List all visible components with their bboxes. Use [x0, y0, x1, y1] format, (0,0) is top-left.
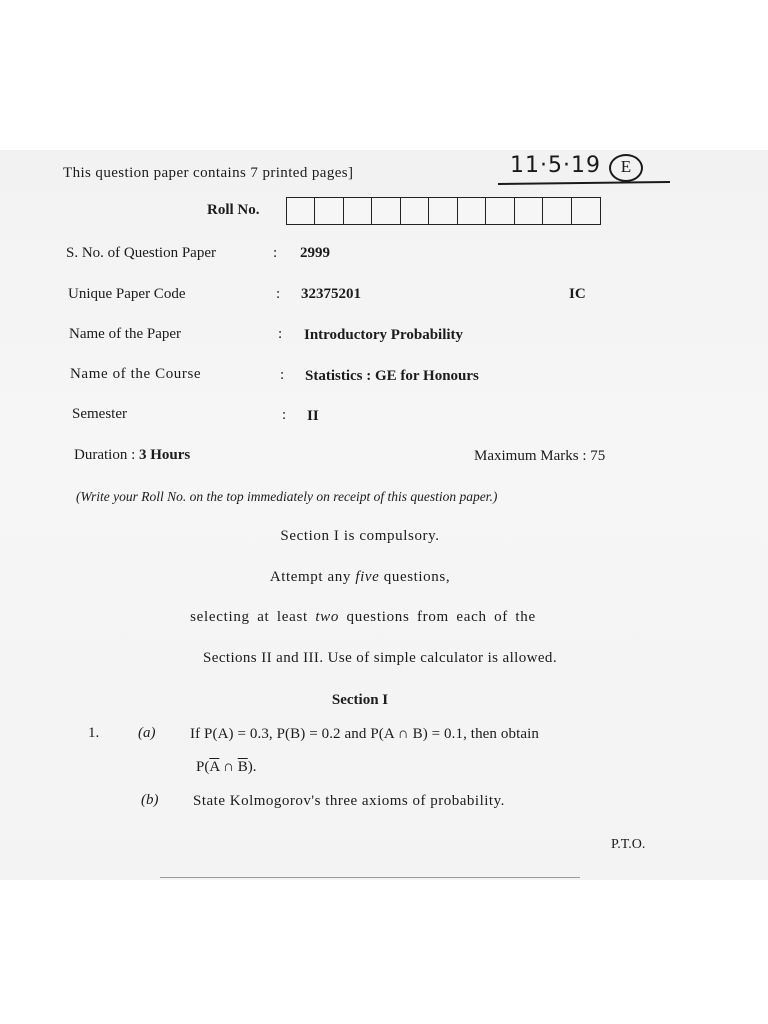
roll-no-box[interactable]	[457, 197, 487, 225]
roll-no-box[interactable]	[485, 197, 515, 225]
field-value-serial: 2999	[300, 245, 330, 261]
question-part-a-expression	[196, 759, 256, 776]
expr-post: ).	[247, 759, 257, 775]
note-selecting	[0, 609, 726, 626]
question-part-b-label: (b)	[141, 792, 159, 808]
handwritten-date-text: 11·5·19	[510, 153, 601, 178]
roll-no-box[interactable]	[286, 197, 316, 225]
question-part-b-text: State Kolmogorov's three axioms of probability.	[193, 793, 505, 809]
handwritten-circled-mark: E	[609, 154, 643, 182]
roll-no-label: Roll No.	[207, 202, 260, 218]
note-selecting-two: two	[315, 609, 340, 625]
roll-no-box[interactable]	[428, 197, 458, 225]
roll-no-box[interactable]	[400, 197, 430, 225]
field-extra-paper-code: IC	[569, 286, 586, 302]
field-sep-serial: :	[273, 245, 278, 261]
note-attempt-a: Attempt any	[269, 569, 356, 585]
expr-pre: P(	[196, 759, 210, 775]
duration-value: 3 Hours	[139, 447, 191, 463]
field-label-serial: S. No. of Question Paper	[66, 245, 216, 261]
field-sep-course: :	[280, 367, 285, 383]
field-label-paper-name: Name of the Paper	[69, 326, 182, 342]
question-part-a-text: If P(A) = 0.3, P(B) = 0.2 and P(A ∩ B) = 0.1, then obtain	[190, 726, 539, 742]
roll-instruction: (Write your Roll No. on the top immediately on receipt of this question paper.)	[76, 489, 498, 504]
note-selecting-a: selecting at least	[190, 609, 316, 625]
roll-no-box[interactable]	[514, 197, 544, 225]
field-sep-paper-code: :	[276, 286, 281, 302]
note-attempt-c: questions,	[379, 569, 451, 585]
roll-no-box[interactable]	[314, 197, 344, 225]
note-selecting-c: questions from each of the	[339, 609, 536, 625]
expr-b-complement: $\overline{B}$	[237, 759, 248, 775]
note-attempt	[0, 569, 720, 586]
roll-no-box[interactable]	[343, 197, 373, 225]
duration-label: Duration :	[74, 447, 136, 463]
field-value-semester: II	[307, 408, 319, 424]
field-label-paper-code: Unique Paper Code	[68, 286, 186, 302]
field-value-paper-code: 32375201	[301, 286, 361, 302]
section-title: Section I	[331, 692, 389, 708]
bottom-edge-shadow	[160, 877, 580, 878]
field-value-course: Statistics : GE for Honours	[305, 368, 479, 384]
field-label-course: Name of the Course	[70, 366, 202, 382]
field-label-semester: Semester	[72, 406, 127, 422]
question-number: 1.	[88, 725, 100, 741]
note-compulsory: Section I is compulsory.	[280, 528, 440, 544]
expr-cap: ∩	[219, 759, 238, 775]
handwritten-date	[510, 153, 643, 182]
question-part-a-label: (a)	[138, 725, 156, 741]
note-sections: Sections II and III. Use of simple calculator is allowed.	[203, 650, 557, 666]
expr-a-complement: $\overline{A}$	[209, 759, 220, 775]
duration	[74, 447, 190, 464]
roll-no-box[interactable]	[371, 197, 401, 225]
field-value-paper-name: Introductory Probability	[304, 327, 464, 343]
roll-no-box[interactable]	[571, 197, 601, 225]
roll-no-box[interactable]	[542, 197, 572, 225]
field-sep-semester: :	[282, 407, 287, 423]
pages-note: This question paper contains 7 printed pages]	[63, 165, 354, 181]
maximum-marks: Maximum Marks : 75	[474, 448, 606, 464]
field-sep-paper-name: :	[278, 326, 283, 342]
please-turn-over: P.T.O.	[611, 837, 646, 852]
roll-no-boxes[interactable]	[287, 197, 601, 225]
note-attempt-five: five	[355, 569, 380, 585]
